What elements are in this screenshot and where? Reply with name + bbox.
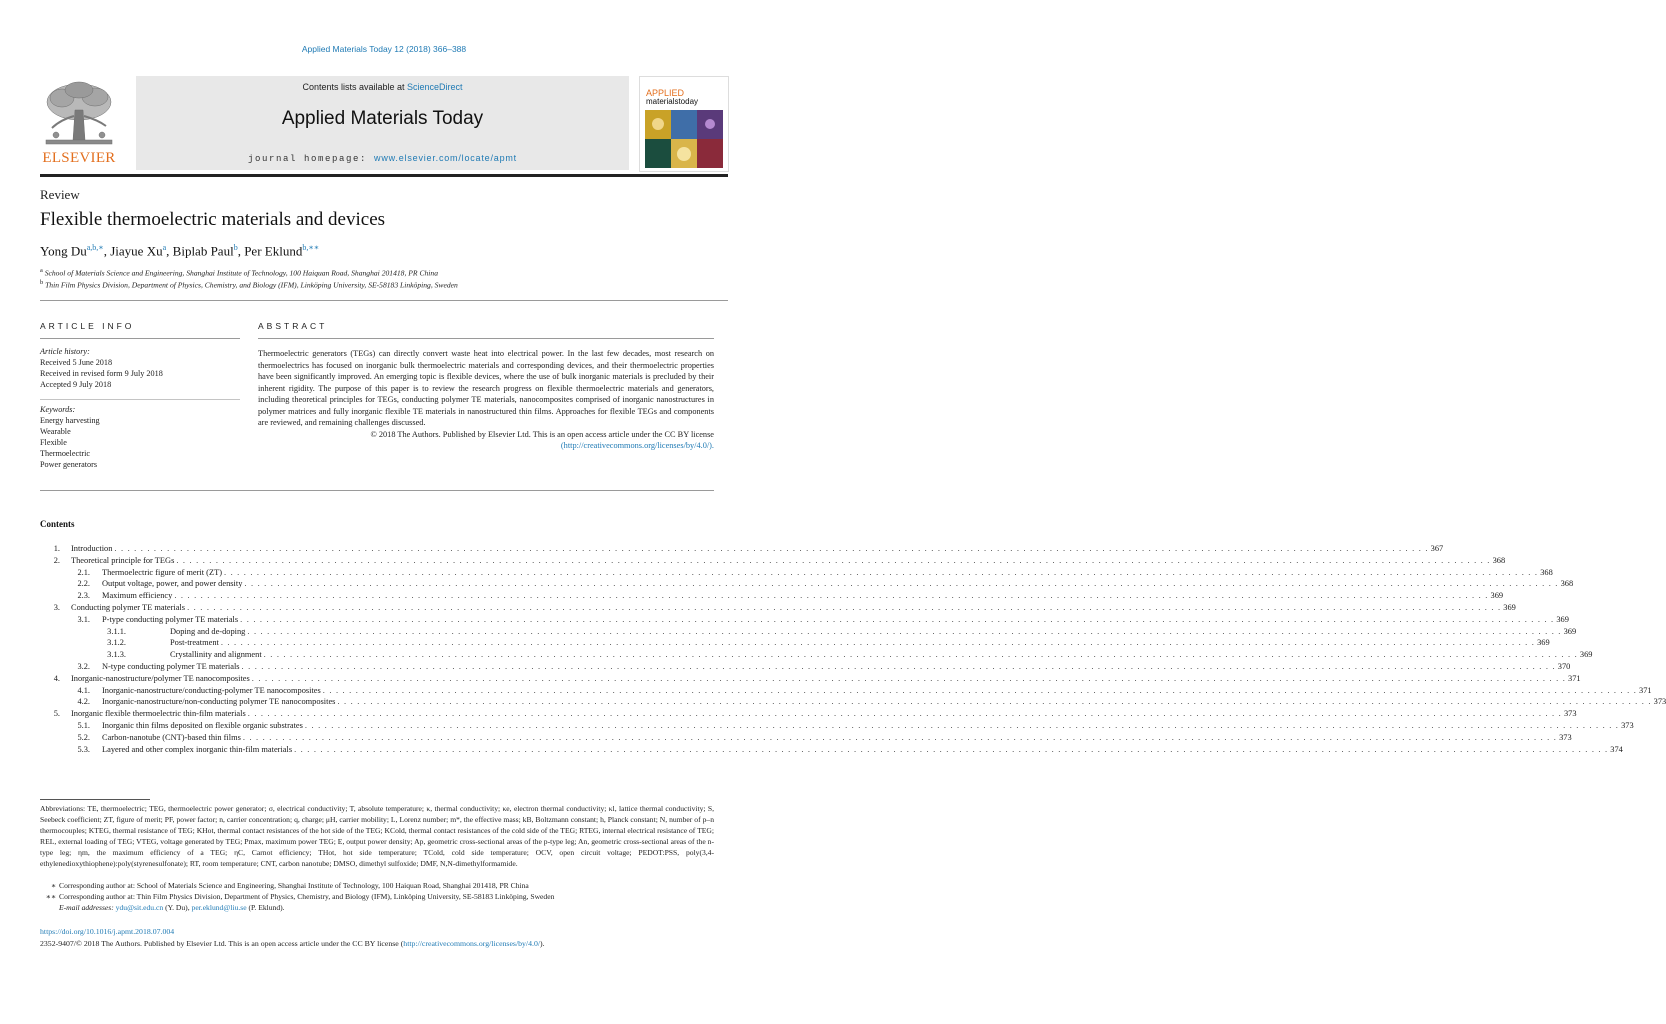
toc-page-number[interactable]: 374: [1610, 744, 1623, 754]
toc-entry[interactable]: [40, 673, 1581, 685]
toc-number: 1.: [53, 544, 60, 553]
homepage-link[interactable]: www.elsevier.com/locate/apmt: [374, 153, 517, 163]
toc-label[interactable]: Maximum efficiency: [102, 591, 173, 601]
toc-label[interactable]: Inorganic thin films deposited on flexible organic substrates: [102, 720, 303, 730]
toc-label[interactable]: Thermoelectric figure of merit (ZT): [102, 567, 222, 577]
corresponding-author-2: [40, 891, 554, 902]
header-rule: [40, 174, 728, 177]
toc-leader-dots: . . . . . . . . . . . . . . . . . . . . . . . . . . . . . . . . . . . . . . . . . . . . . . . . . . . . . . . . . . . . . . . . . . . . . . . . . . . . . . . . . . . . . . . . . . . . . . . . . . . . . . . . . . . . . . . . . . . . . . . . . . . . . . . . . . . . . . . . . . . . . . . . . . . . . . . . . . . . . . . . . . . . . . . . . . . . . . . . . . . . . . . . . . . . . . . . . . . . . . . .: [263, 650, 1578, 660]
author-name[interactable]: Biplab Paul: [172, 243, 234, 259]
author-list: Yong $Du^{a,b,∗}$, Jiayue Xu$^a$, Biplab Paul$^b$, Per Eklund$^{b,∗∗}$: [40, 243, 320, 259]
author-name[interactable]: Jiayue Xu: [110, 243, 163, 259]
toc-entry[interactable]: [40, 744, 1623, 756]
abstract-bottom-rule: [40, 490, 714, 491]
affiliation-text: School of Materials Science and Engineering, Shanghai Institute of Technology, 100 Haiquan Road, Shanghai 201418, PR China: [44, 268, 439, 278]
corresponding-author-1: [40, 880, 529, 891]
toc-entry[interactable]: [40, 685, 1652, 697]
affiliation-mark: a: [40, 267, 43, 274]
keyword: Flexible: [40, 438, 67, 447]
footnote-rule: [40, 799, 150, 800]
toc-number: 2.2.: [77, 579, 90, 589]
toc-entry[interactable]: [40, 602, 1516, 614]
author-affiliation-mark[interactable]: a: [162, 243, 167, 252]
toc-leader-dots: . . . . . . . . . . . . . . . . . . . . . . . . . . . . . . . . . . . . . . . . . . . . . . . . . . . . . . . . . . . . . . . . . . . . . . . . . . . . . . . . . . . . . . . . . . . . . . . . . . . . . . . . . . . . . . . . . . . . . . . . . . . . . . . . . . . . . . . . . . . . . . . . . . . . . . . . . . . . . . . . . . . . . . . . . . . . . . . . . . . . . . . . . . . . . . . . . . . . . . . .: [337, 697, 1652, 707]
toc-entry[interactable]: [40, 661, 1571, 673]
toc-label[interactable]: Post-treatment: [170, 638, 219, 648]
toc-label[interactable]: Layered and other complex inorganic thin-film materials: [102, 744, 293, 754]
toc-leader-dots: . . . . . . . . . . . . . . . . . . . . . . . . . . . . . . . . . . . . . . . . . . . . . . . . . . . . . . . . . . . . . . . . . . . . . . . . . . . . . . . . . . . . . . . . . . . . . . . . . . . . . . . . . . . . . . . . . . . . . . . . . . . . . . . . . . . . . . . . . . . . . . . . . . . . . . . . . . . . . . . . . . . . . . . . . . . . . . . . . . . . . . . . . . . . . . . . . . . . . . . .: [247, 709, 1562, 719]
toc-leader-dots: . . . . . . . . . . . . . . . . . . . . . . . . . . . . . . . . . . . . . . . . . . . . . . . . . . . . . . . . . . . . . . . . . . . . . . . . . . . . . . . . . . . . . . . . . . . . . . . . . . . . . . . . . . . . . . . . . . . . . . . . . . . . . . . . . . . . . . . . . . . . . . . . . . . . . . . . . . . . . . . . . . . . . . . . . . . . . . . . . . . . . . . . . . . . . . . . . . . . . . . .: [240, 614, 1555, 624]
toc-label[interactable]: P-type conducting polymer TE materials: [102, 614, 239, 624]
email-addresses: [59, 902, 285, 913]
toc-leader-dots: . . . . . . . . . . . . . . . . . . . . . . . . . . . . . . . . . . . . . . . . . . . . . . . . . . . . . . . . . . . . . . . . . . . . . . . . . . . . . . . . . . . . . . . . . . . . . . . . . . . . . . . . . . . . . . . . . . . . . . . . . . . . . . . . . . . . . . . . . . . . . . . . . . . . . . . . . . . . . . . . . . . . . . . . . . . . . . . . . . . . . . . . . . . . . . . . . . . . . . . .: [176, 555, 1491, 565]
keyword: Energy harvesting: [40, 416, 100, 425]
email-label: E-mail addresses:: [59, 903, 116, 912]
toc-leader-dots: . . . . . . . . . . . . . . . . . . . . . . . . . . . . . . . . . . . . . . . . . . . . . . . . . . . . . . . . . . . . . . . . . . . . . . . . . . . . . . . . . . . . . . . . . . . . . . . . . . . . . . . . . . . . . . . . . . . . . . . . . . . . . . . . . . . . . . . . . . . . . . . . . . . . . . . . . . . . . . . . . . . . . . . . . . . . . . . . . . . . . . . . . . . . . . . . . . . . . . . .: [294, 744, 1609, 754]
toc-number: 5.3.: [77, 744, 90, 754]
license-line: [40, 939, 545, 948]
section-divider: [40, 300, 728, 301]
contents-availability: [136, 82, 629, 92]
abbreviations-footnote: Abbreviations: TE, thermoelectric; TEG, thermoelectric power generator; σ, electrical conductivity; T, absolute temperature; κ, thermal conductivity; κe, electron thermal conductivity; κl, lattice thermal conductivity; S, Seebeck coefficient; ZT, figure of merit; PF, power factor; n, carrier concentration; q, charge; μH, carrier mobility; L, Lorenz number; m*, the effective mass; kB, Boltzmann constant; h, Planck constant; N, number of p–n thermocouples; KTEG, thermal resistance of TEG; KHot, thermal contact resistances of the hot side of the TEG; KCold, thermal contact resistances of the cold side of the TEG; RTEG, internal electrical resistance of TEG; REL, external loading of TEG; VTEG, voltage generated by TEG; Pmax, maximum power TEG; E, output power density; Ap, geometric cross-sectional areas of the p-type leg; An, geometric cross-sectional areas of the n-type leg; ηm, the maximum efficiency of a TEG; ηC, Carnot efficiency; THot, hot side temperature; TCold, cold side temperature; OCV, open circuit voltage; PEDOT:PSS, poly(3,4-ethylenedioxythiophene):poly(styrenesulfonate); RT, room temperature; CNT, carbon nanotube; DMSO, dimethyl sulfoxide; DMF, N,N-dimethylformamide.: [40, 804, 714, 868]
toc-number: 3.2.: [77, 661, 90, 671]
toc-page-number[interactable]: 369: [1563, 626, 1577, 636]
keywords-block: [40, 404, 100, 470]
toc-number: 4.1.: [77, 685, 90, 695]
affiliation-mark: b: [40, 279, 44, 286]
license-text: 2352-9407/© 2018 The Authors. Published by Elsevier Ltd. This is an open access article under the CC BY license (: [40, 939, 404, 948]
article-info-heading: ARTICLE INFO: [40, 321, 135, 331]
toc-entry[interactable]: [40, 614, 1569, 626]
homepage-label: journal homepage:: [248, 154, 375, 164]
toc-page-number[interactable]: 369: [1537, 638, 1550, 648]
toc-number: 2.3.: [77, 591, 90, 601]
abstract-paragraph: Thermoelectric generators (TEGs) can directly convert waste heat into electrical power. In the last few decades, most research on thermoelectrics has focused on inorganic bulk thermoelectric materials and corresponding devices, and their thermoelectric properties have been significantly improved. An emerging topic is flexible devices, where the use of bulk inorganic materials is precluded by their inherent rigidity. The purpose of this paper is to review the research progress on flexible thermoelectric materials and generators, including theoretical principles for TEGs, conducting polymer TE materials, nanocomposites comprised of inorganic nanostructures in polymer matrices and fully inorganic flexible TE materials in nanostructured thin films. Approaches for flexible TEGs and components are reviewed, and remaining challenges discussed.: [258, 349, 714, 427]
toc-page-number[interactable]: 373: [1559, 732, 1572, 742]
toc-label[interactable]: Output voltage, power, and power density: [102, 579, 243, 589]
toc-number: 5.1.: [77, 720, 90, 730]
toc-leader-dots: . . . . . . . . . . . . . . . . . . . . . . . . . . . . . . . . . . . . . . . . . . . . . . . . . . . . . . . . . . . . . . . . . . . . . . . . . . . . . . . . . . . . . . . . . . . . . . . . . . . . . . . . . . . . . . . . . . . . . . . . . . . . . . . . . . . . . . . . . . . . . . . . . . . . . . . . . . . . . . . . . . . . . . . . . . . . . . . . . . . . . . . . . . . . . . . . . . . . . . . .: [174, 591, 1489, 601]
copyright-text: © 2018 The Authors. Published by Elsevier Ltd. This is an open access article under the CC BY license: [370, 429, 714, 439]
email-owner: (P. Eklund).: [246, 903, 285, 912]
author-affiliation-mark[interactable]: b: [233, 243, 238, 252]
toc-label[interactable]: N-type conducting polymer TE materials: [102, 661, 240, 671]
toc-number: 3.: [53, 602, 60, 612]
toc-leader-dots: . . . . . . . . . . . . . . . . . . . . . . . . . . . . . . . . . . . . . . . . . . . . . . . . . . . . . . . . . . . . . . . . . . . . . . . . . . . . . . . . . . . . . . . . . . . . . . . . . . . . . . . . . . . . . . . . . . . . . . . . . . . . . . . . . . . . . . . . . . . . . . . . . . . . . . . . . . . . . . . . . . . . . . . . . . . . . . . . . . . . . . . . . . . . . . . . . . . . . . . .: [223, 567, 1539, 577]
toc-entry[interactable]: [40, 637, 1550, 649]
author-affiliation-mark[interactable]: a,b,∗: [86, 243, 104, 252]
journal-cover[interactable]: [639, 76, 729, 172]
toc-leader-dots: . . . . . . . . . . . . . . . . . . . . . . . . . . . . . . . . . . . . . . . . . . . . . . . . . . . . . . . . . . . . . . . . . . . . . . . . . . . . . . . . . . . . . . . . . . . . . . . . . . . . . . . . . . . . . . . . . . . . . . . . . . . . . . . . . . . . . . . . . . . . . . . . . . . . . . . . . . . . . . . . . . . . . . . . . . . . . . . . . . . . . . . . . . . . . . . . . . . . . . . .: [242, 732, 1558, 742]
sciencedirect-link[interactable]: ScienceDirect: [407, 82, 463, 92]
toc-number: 3.1.2.: [107, 638, 126, 648]
toc-leader-dots: . . . . . . . . . . . . . . . . . . . . . . . . . . . . . . . . . . . . . . . . . . . . . . . . . . . . . . . . . . . . . . . . . . . . . . . . . . . . . . . . . . . . . . . . . . . . . . . . . . . . . . . . . . . . . . . . . . . . . . . . . . . . . . . . . . . . . . . . . . . . . . . . . . . . . . . . . . . . . . . . . . . . . . . . . . . . . . . . . . . . . . . . . . . . . . . . . . . . . . . .: [187, 602, 1502, 612]
received-date: Received 5 June 2018: [40, 358, 113, 367]
abstract-rule: [258, 338, 714, 339]
toc-entry[interactable]: [40, 720, 1634, 732]
abstract-copyright: [258, 429, 714, 452]
toc-page-number[interactable]: 371: [1639, 685, 1652, 695]
toc-entry[interactable]: [40, 696, 1666, 708]
toc-number: 2.1.: [77, 567, 90, 577]
toc-page-number[interactable]: 369: [1490, 591, 1504, 601]
elsevier-wordmark: ELSEVIER: [42, 150, 116, 166]
license-end: ).: [540, 939, 545, 948]
journal-homepage: [136, 153, 629, 164]
toc-label[interactable]: Introduction: [71, 544, 113, 553]
contents-prefix: Contents lists available at: [302, 82, 408, 92]
toc-number: 3.1.1.: [107, 626, 126, 636]
footnote-text: Corresponding author at: Thin Film Physics Division, Department of Physics, Chemistry, and Biology (IFM), Linköping University, SE-58183 Linköping, Sweden: [59, 892, 555, 901]
toc-label[interactable]: Crystallinity and alignment: [170, 650, 262, 660]
toc-entry[interactable]: [40, 555, 1506, 567]
toc-entry[interactable]: [40, 567, 1553, 579]
toc-leader-dots: . . . . . . . . . . . . . . . . . . . . . . . . . . . . . . . . . . . . . . . . . . . . . . . . . . . . . . . . . . . . . . . . . . . . . . . . . . . . . . . . . . . . . . . . . . . . . . . . . . . . . . . . . . . . . . . . . . . . . . . . . . . . . . . . . . . . . . . . . . . . . . . . . . . . . . . . . . . . . . . . . . . . . . . . . . . . . . . . . . . . . . . . . . . . . . . . . . . . . . . .: [251, 673, 1566, 683]
toc-label[interactable]: Inorganic-nanostructure/polymer TE nanocomposites: [71, 673, 250, 683]
article-type: Review: [40, 187, 80, 202]
author-name[interactable]: Yong Du: [40, 243, 87, 259]
toc-page-number[interactable]: 371: [1568, 673, 1581, 683]
affiliation-text: Thin Film Physics Division, Department of Physics, Chemistry, and Biology (IFM), Linköping University, SE-58183 Linköping, Sweden: [45, 280, 458, 290]
toc-page-number[interactable]: 373: [1653, 697, 1666, 707]
accepted-date: Accepted 9 July 2018: [40, 380, 112, 389]
toc-entry[interactable]: [40, 649, 1593, 661]
toc-entry[interactable]: [40, 578, 1574, 590]
history-label: Article history:: [40, 347, 90, 356]
toc-leader-dots: . . . . . . . . . . . . . . . . . . . . . . . . . . . . . . . . . . . . . . . . . . . . . . . . . . . . . . . . . . . . . . . . . . . . . . . . . . . . . . . . . . . . . . . . . . . . . . . . . . . . . . . . . . . . . . . . . . . . . . . . . . . . . . . . . . . . . . . . . . . . . . . . . . . . . . . . . . . . . . . . . . . . . . . . . . . . . . . . . . . . . . . . . . . . . . . . . . . . . . . .: [247, 626, 1562, 636]
toc-leader-dots: . . . . . . . . . . . . . . . . . . . . . . . . . . . . . . . . . . . . . . . . . . . . . . . . . . . . . . . . . . . . . . . . . . . . . . . . . . . . . . . . . . . . . . . . . . . . . . . . . . . . . . . . . . . . . . . . . . . . . . . . . . . . . . . . . . . . . . . . . . . . . . . . . . . . . . . . . . . . . . . . . . . . . . . . . . . . . . . . . . . . . . . . . . . . . . . . . . . . . . . .: [244, 579, 1559, 589]
footnote-text: Corresponding author at: School of Materials Science and Engineering, Shanghai Institute of Technology, 100 Haiquan Road, Shanghai 201418, PR China: [59, 881, 529, 890]
toc-number: 5.: [53, 709, 60, 719]
toc-leader-dots: . . . . . . . . . . . . . . . . . . . . . . . . . . . . . . . . . . . . . . . . . . . . . . . . . . . . . . . . . . . . . . . . . . . . . . . . . . . . . . . . . . . . . . . . . . . . . . . . . . . . . . . . . . . . . . . . . . . . . . . . . . . . . . . . . . . . . . . . . . . . . . . . . . . . . . . . . . . . . . . . . . . . . . . . . . . . . . . . . . . . . . . . . . . . . . . . . . . . . . . .: [241, 661, 1556, 671]
toc-label[interactable]: Doping and de-doping: [170, 626, 246, 636]
article-history: [40, 346, 163, 390]
footnote-mark: ∗: [50, 881, 56, 890]
toc-page-number[interactable]: 369: [1579, 650, 1593, 660]
affiliation-a: [40, 267, 438, 278]
email-link[interactable]: per.eklund@liu.se: [191, 903, 247, 912]
cover-image: [645, 110, 723, 168]
revised-date: Received in revised form 9 July 2018: [40, 369, 163, 378]
toc-page-number[interactable]: 368: [1492, 555, 1506, 565]
author-affiliation-mark[interactable]: b,∗∗: [302, 243, 320, 252]
toc-number: 4.2.: [77, 697, 90, 707]
license-link[interactable]: (http://creativecommons.org/licenses/by/4.0/).: [560, 441, 714, 450]
article-title: Flexible thermoelectric materials and devices: [40, 209, 386, 230]
toc-leader-dots: . . . . . . . . . . . . . . . . . . . . . . . . . . . . . . . . . . . . . . . . . . . . . . . . . . . . . . . . . . . . . . . . . . . . . . . . . . . . . . . . . . . . . . . . . . . . . . . . . . . . . . . . . . . . . . . . . . . . . . . . . . . . . . . . . . . . . . . . . . . . . . . . . . . . . . . . . . . . . . . . . . . . . . . . . . . . . . . . . . . . . . . . . . . . . . . . . . . . . . . .: [220, 638, 1536, 648]
toc-page-number[interactable]: 370: [1557, 661, 1571, 671]
article-info-rule: [40, 338, 240, 339]
contents-heading: Contents: [40, 519, 75, 529]
toc-leader-dots: . . . . . . . . . . . . . . . . . . . . . . . . . . . . . . . . . . . . . . . . . . . . . . . . . . . . . . . . . . . . . . . . . . . . . . . . . . . . . . . . . . . . . . . . . . . . . . . . . . . . . . . . . . . . . . . . . . . . . . . . . . . . . . . . . . . . . . . . . . . . . . . . . . . . . . . . . . . . . . . . . . . . . . . . . . . . . . . . . . . . . . . . . . . . . . . . . . . . . . . .: [322, 685, 1637, 695]
history-keyword-divider: [40, 399, 240, 400]
toc-label[interactable]: Theoretical principle for TEGs: [71, 555, 175, 565]
toc-entry[interactable]: [40, 590, 1504, 602]
keywords-label: Keywords:: [40, 405, 76, 414]
toc-label[interactable]: Conducting polymer TE materials: [71, 602, 186, 612]
keyword: Wearable: [40, 427, 71, 436]
toc-label[interactable]: Inorganic-nanostructure/non-conducting polymer TE nanocomposites: [102, 697, 336, 707]
toc-page-number[interactable]: 368: [1560, 579, 1574, 589]
toc-label[interactable]: Inorganic flexible thermoelectric thin-film materials: [71, 709, 246, 719]
email-owner: (Y. Du),: [163, 903, 192, 912]
email-link[interactable]: ydu@sit.edu.cn: [115, 903, 164, 912]
toc-number: 3.1.3.: [107, 650, 126, 660]
abstract-heading: ABSTRACT: [258, 321, 328, 331]
toc-leader-dots: . . . . . . . . . . . . . . . . . . . . . . . . . . . . . . . . . . . . . . . . . . . . . . . . . . . . . . . . . . . . . . . . . . . . . . . . . . . . . . . . . . . . . . . . . . . . . . . . . . . . . . . . . . . . . . . . . . . . . . . . . . . . . . . . . . . . . . . . . . . . . . . . . . . . . . . . . . . . . . . . . . . . . . . . . . . . . . . . . . . . . . . . . . . . . . . . . . . . . . . .: [304, 720, 1620, 730]
toc-entry[interactable]: [40, 626, 1577, 638]
toc-number: 2.: [53, 555, 60, 565]
table-of-contents: [40, 543, 1666, 755]
toc-page-number[interactable]: 373: [1563, 709, 1577, 719]
license-url-link[interactable]: http://creativecommons.org/licenses/by/4.0/: [403, 939, 541, 948]
doi-link[interactable]: https://doi.org/10.1016/j.apmt.2018.07.004: [40, 927, 175, 936]
cover-title-materialstoday: materialstoday: [646, 97, 699, 106]
toc-entry[interactable]: [40, 543, 1444, 555]
keyword: Power generators: [40, 460, 98, 469]
toc-page-number[interactable]: 369: [1503, 602, 1516, 612]
toc-label[interactable]: Carbon-nanotube (CNT)-based thin films: [102, 732, 241, 742]
toc-leader-dots: . . . . . . . . . . . . . . . . . . . . . . . . . . . . . . . . . . . . . . . . . . . . . . . . . . . . . . . . . . . . . . . . . . . . . . . . . . . . . . . . . . . . . . . . . . . . . . . . . . . . . . . . . . . . . . . . . . . . . . . . . . . . . . . . . . . . . . . . . . . . . . . . . . . . . . . . . . . . . . . . . . . . . . . . . . . . . . . . . . . . . . . . . . . . . . . . . . . . . . . .: [114, 544, 1429, 553]
toc-number: 4.: [53, 673, 60, 683]
toc-page-number[interactable]: 367: [1430, 544, 1444, 553]
journal-reference[interactable]: Applied Materials Today 12 (2018) 366–388: [301, 44, 467, 54]
toc-page-number[interactable]: 373: [1621, 720, 1634, 730]
footnote-mark: ∗∗: [45, 892, 56, 901]
abstract-body: [258, 348, 714, 452]
keyword: Thermoelectric: [40, 449, 91, 458]
toc-entry[interactable]: [40, 732, 1572, 744]
toc-page-number[interactable]: 368: [1540, 567, 1553, 577]
journal-title: Applied Materials Today: [281, 108, 484, 129]
affiliation-b: [40, 279, 458, 290]
cover-title-applied: APPLIED: [646, 88, 685, 98]
toc-page-number[interactable]: 369: [1556, 614, 1569, 624]
toc-entry[interactable]: [40, 708, 1577, 720]
toc-label[interactable]: Inorganic-nanostructure/conducting-polymer TE nanocomposites: [102, 685, 321, 695]
toc-number: 5.2.: [77, 732, 90, 742]
toc-number: 3.1.: [77, 614, 90, 624]
author-name[interactable]: Per Eklund: [244, 243, 303, 259]
